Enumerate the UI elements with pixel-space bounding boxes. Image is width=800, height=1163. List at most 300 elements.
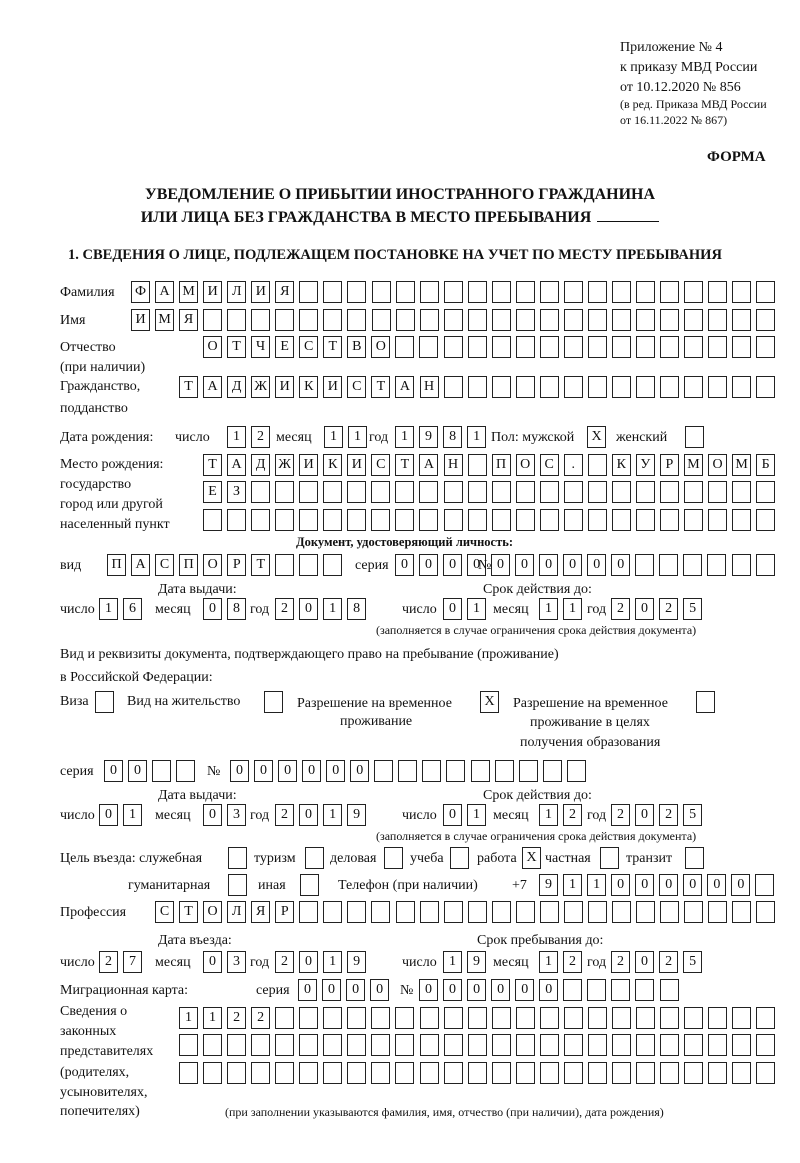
stay-issue-year-cell[interactable]: 1	[323, 804, 342, 826]
name-cell[interactable]: И	[131, 309, 150, 331]
birthplace-1-cell[interactable]: Б	[756, 454, 775, 476]
birthplace-1-cell[interactable]: С	[540, 454, 559, 476]
reps-1-cell[interactable]	[347, 1007, 366, 1029]
reps-3-cell[interactable]	[756, 1062, 775, 1084]
stay-issue-day-cell[interactable]: 0	[99, 804, 118, 826]
citizenship-cell[interactable]	[684, 376, 703, 398]
profession-cell[interactable]: Я	[251, 901, 270, 923]
phone-cell[interactable]: 1	[563, 874, 582, 896]
id-number-cell[interactable]: 0	[587, 554, 606, 576]
entry-month-cell[interactable]: 3	[227, 951, 246, 973]
reps-2-cell[interactable]	[251, 1034, 270, 1056]
profession-cell[interactable]	[396, 901, 415, 923]
mc-number-cell[interactable]: 0	[419, 979, 438, 1001]
reps-1-cell[interactable]: 2	[251, 1007, 270, 1029]
birthplace-3-cell[interactable]	[732, 509, 751, 531]
profession-cell[interactable]	[756, 901, 775, 923]
id-number-cell[interactable]	[683, 554, 702, 576]
stay-year-cell[interactable]: 2	[659, 951, 678, 973]
phone-cell[interactable]: 0	[683, 874, 702, 896]
phone-cell[interactable]: 9	[539, 874, 558, 896]
citizenship-cell[interactable]	[540, 376, 559, 398]
name-cell[interactable]	[492, 309, 511, 331]
surname-cell[interactable]	[660, 281, 679, 303]
profession-cell[interactable]	[299, 901, 318, 923]
birthplace-2-cell[interactable]	[540, 481, 559, 503]
name-cell[interactable]	[251, 309, 270, 331]
citizenship-cell[interactable]	[732, 376, 751, 398]
p-other-cell[interactable]	[300, 874, 319, 896]
citizenship-cell[interactable]	[564, 376, 583, 398]
birthplace-2-cell[interactable]: З	[227, 481, 246, 503]
birthplace-3-cell[interactable]	[419, 509, 438, 531]
reps-2-cell[interactable]	[323, 1034, 342, 1056]
reps-1-cell[interactable]	[299, 1007, 318, 1029]
stay-valid-year-cell[interactable]: 5	[683, 804, 702, 826]
reps-3-cell[interactable]	[299, 1062, 318, 1084]
birthplace-2-cell[interactable]	[612, 481, 631, 503]
surname-cell[interactable]	[708, 281, 727, 303]
reps-2-cell[interactable]	[395, 1034, 414, 1056]
reps-2-cell[interactable]	[612, 1034, 631, 1056]
reps-1-cell[interactable]	[492, 1007, 511, 1029]
reps-2-cell[interactable]	[275, 1034, 294, 1056]
birthplace-3-cell[interactable]	[203, 509, 222, 531]
reps-2-cell[interactable]	[684, 1034, 703, 1056]
stay-valid-year-cell[interactable]: 2	[611, 804, 630, 826]
id-valid-day-cell[interactable]: 1	[467, 598, 486, 620]
birthplace-1-cell[interactable]: О	[708, 454, 727, 476]
reps-1-cell[interactable]	[612, 1007, 631, 1029]
id-kind-cell[interactable]	[299, 554, 318, 576]
citizenship-cell[interactable]: Д	[227, 376, 246, 398]
reps-1-cell[interactable]: 2	[227, 1007, 246, 1029]
stay-issue-month-cell[interactable]: 3	[227, 804, 246, 826]
stay-number-cell[interactable]	[422, 760, 441, 782]
stay-valid-month-cell[interactable]: 1	[539, 804, 558, 826]
surname-cell[interactable]	[372, 281, 391, 303]
citizenship-cell[interactable]	[468, 376, 487, 398]
id-series-cell[interactable]: 0	[443, 554, 462, 576]
birthplace-3-cell[interactable]	[468, 509, 487, 531]
patronymic-cell[interactable]	[636, 336, 655, 358]
stay-number-cell[interactable]	[398, 760, 417, 782]
citizenship-cell[interactable]: К	[299, 376, 318, 398]
surname-cell[interactable]	[299, 281, 318, 303]
surname-cell[interactable]	[420, 281, 439, 303]
birthplace-1-cell[interactable]: Р	[660, 454, 679, 476]
phone-cell[interactable]: 0	[659, 874, 678, 896]
p-work-cell[interactable]: X	[522, 847, 541, 869]
citizenship-cell[interactable]	[708, 376, 727, 398]
birthplace-3-cell[interactable]	[347, 509, 366, 531]
id-number-cell[interactable]: 0	[515, 554, 534, 576]
reps-1-cell[interactable]: 1	[179, 1007, 198, 1029]
name-cell[interactable]	[323, 309, 342, 331]
birthplace-2-cell[interactable]	[371, 481, 390, 503]
birthplace-1-cell[interactable]: К	[612, 454, 631, 476]
name-cell[interactable]	[588, 309, 607, 331]
stay-number-cell[interactable]: 0	[278, 760, 297, 782]
sex-female-cell[interactable]	[685, 426, 704, 448]
birthplace-2-cell[interactable]	[516, 481, 535, 503]
birthplace-3-cell[interactable]	[251, 509, 270, 531]
phone-cell[interactable]: 0	[731, 874, 750, 896]
id-valid-day-cell[interactable]: 0	[443, 598, 462, 620]
birthplace-1-cell[interactable]: О	[516, 454, 535, 476]
reps-2-cell[interactable]	[540, 1034, 559, 1056]
name-cell[interactable]	[612, 309, 631, 331]
stay-number-cell[interactable]: 0	[326, 760, 345, 782]
p-humanitarian-cell[interactable]	[228, 874, 247, 896]
stay-day-cell[interactable]: 1	[443, 951, 462, 973]
name-cell[interactable]	[708, 309, 727, 331]
surname-cell[interactable]	[612, 281, 631, 303]
stay-issue-year-cell[interactable]: 0	[299, 804, 318, 826]
p-business-cell[interactable]	[384, 847, 403, 869]
id-series-cell[interactable]: 0	[419, 554, 438, 576]
birthplace-2-cell[interactable]	[395, 481, 414, 503]
birthplace-2-cell[interactable]	[251, 481, 270, 503]
profession-cell[interactable]	[636, 901, 655, 923]
birth-day-cell[interactable]: 1	[227, 426, 246, 448]
id-number-cell[interactable]	[659, 554, 678, 576]
birthplace-2-cell[interactable]	[732, 481, 751, 503]
patronymic-cell[interactable]	[756, 336, 775, 358]
reps-2-cell[interactable]	[420, 1034, 439, 1056]
stay-year-cell[interactable]: 0	[635, 951, 654, 973]
stay-number-cell[interactable]	[446, 760, 465, 782]
reps-1-cell[interactable]	[660, 1007, 679, 1029]
stay-valid-month-cell[interactable]: 2	[563, 804, 582, 826]
phone-cell[interactable]: 0	[707, 874, 726, 896]
citizenship-cell[interactable]: С	[347, 376, 366, 398]
p-tourism-cell[interactable]	[305, 847, 324, 869]
profession-cell[interactable]: Р	[275, 901, 294, 923]
citizenship-cell[interactable]: А	[395, 376, 414, 398]
birth-year-cell[interactable]: 9	[419, 426, 438, 448]
patronymic-cell[interactable]: С	[299, 336, 318, 358]
birthplace-3-cell[interactable]	[395, 509, 414, 531]
patronymic-cell[interactable]	[468, 336, 487, 358]
id-number-cell[interactable]	[732, 554, 751, 576]
mc-number-cell[interactable]: 0	[491, 979, 510, 1001]
reps-2-cell[interactable]	[708, 1034, 727, 1056]
citizenship-cell[interactable]	[516, 376, 535, 398]
birthplace-2-cell[interactable]	[684, 481, 703, 503]
profession-cell[interactable]: С	[155, 901, 174, 923]
profession-cell[interactable]	[323, 901, 342, 923]
birthplace-2-cell[interactable]: Е	[203, 481, 222, 503]
temp-res-cell[interactable]: X	[480, 691, 499, 713]
reps-1-cell[interactable]	[684, 1007, 703, 1029]
profession-cell[interactable]	[516, 901, 535, 923]
birthplace-3-cell[interactable]	[612, 509, 631, 531]
id-issue-day-cell[interactable]: 6	[123, 598, 142, 620]
birthplace-2-cell[interactable]	[588, 481, 607, 503]
mc-number-cell[interactable]	[587, 979, 606, 1001]
birthplace-2-cell[interactable]	[636, 481, 655, 503]
entry-year-cell[interactable]: 0	[299, 951, 318, 973]
reps-2-cell[interactable]	[347, 1034, 366, 1056]
patronymic-cell[interactable]	[516, 336, 535, 358]
birthplace-3-cell[interactable]	[227, 509, 246, 531]
profession-cell[interactable]: О	[203, 901, 222, 923]
reps-1-cell[interactable]	[564, 1007, 583, 1029]
citizenship-cell[interactable]	[756, 376, 775, 398]
stay-number-cell[interactable]	[519, 760, 538, 782]
surname-cell[interactable]	[492, 281, 511, 303]
name-cell[interactable]	[756, 309, 775, 331]
profession-cell[interactable]	[564, 901, 583, 923]
birth-month-cell[interactable]: 1	[348, 426, 367, 448]
mc-number-cell[interactable]: 0	[539, 979, 558, 1001]
patronymic-cell[interactable]	[540, 336, 559, 358]
name-cell[interactable]	[564, 309, 583, 331]
reps-1-cell[interactable]	[275, 1007, 294, 1029]
reps-1-cell[interactable]: 1	[203, 1007, 222, 1029]
birthplace-3-cell[interactable]	[540, 509, 559, 531]
birthplace-2-cell[interactable]	[492, 481, 511, 503]
patronymic-cell[interactable]	[492, 336, 511, 358]
birthplace-3-cell[interactable]	[660, 509, 679, 531]
birth-year-cell[interactable]: 1	[395, 426, 414, 448]
id-kind-cell[interactable]: С	[155, 554, 174, 576]
id-number-cell[interactable]: 0	[563, 554, 582, 576]
stay-year-cell[interactable]: 5	[683, 951, 702, 973]
surname-cell[interactable]	[636, 281, 655, 303]
reps-1-cell[interactable]	[636, 1007, 655, 1029]
birthplace-1-cell[interactable]: М	[732, 454, 751, 476]
birthplace-1-cell[interactable]: И	[347, 454, 366, 476]
stay-series-cell[interactable]: 0	[128, 760, 147, 782]
id-issue-month-cell[interactable]: 8	[227, 598, 246, 620]
id-number-cell[interactable]	[756, 554, 775, 576]
reps-3-cell[interactable]	[612, 1062, 631, 1084]
patronymic-cell[interactable]	[395, 336, 414, 358]
reps-2-cell[interactable]	[636, 1034, 655, 1056]
place-blank[interactable]	[597, 207, 659, 222]
birthplace-2-cell[interactable]	[299, 481, 318, 503]
profession-cell[interactable]	[588, 901, 607, 923]
surname-cell[interactable]: Ф	[131, 281, 150, 303]
profession-cell[interactable]	[371, 901, 390, 923]
reps-3-cell[interactable]	[468, 1062, 487, 1084]
citizenship-cell[interactable]	[588, 376, 607, 398]
reps-3-cell[interactable]	[420, 1062, 439, 1084]
id-kind-cell[interactable]	[275, 554, 294, 576]
stay-number-cell[interactable]	[543, 760, 562, 782]
patronymic-cell[interactable]: Е	[275, 336, 294, 358]
id-issue-year-cell[interactable]: 1	[323, 598, 342, 620]
mc-series-cell[interactable]: 0	[298, 979, 317, 1001]
reps-1-cell[interactable]	[395, 1007, 414, 1029]
citizenship-cell[interactable]: Ж	[251, 376, 270, 398]
surname-cell[interactable]	[684, 281, 703, 303]
reps-2-cell[interactable]	[371, 1034, 390, 1056]
id-kind-cell[interactable]: А	[131, 554, 150, 576]
name-cell[interactable]	[684, 309, 703, 331]
stay-series-cell[interactable]	[152, 760, 171, 782]
birthplace-3-cell[interactable]	[708, 509, 727, 531]
stay-number-cell[interactable]	[567, 760, 586, 782]
reps-3-cell[interactable]	[323, 1062, 342, 1084]
birthplace-1-cell[interactable]: Ж	[275, 454, 294, 476]
id-valid-year-cell[interactable]: 5	[683, 598, 702, 620]
reps-3-cell[interactable]	[540, 1062, 559, 1084]
birth-month-cell[interactable]: 1	[324, 426, 343, 448]
birthplace-2-cell[interactable]	[756, 481, 775, 503]
patronymic-cell[interactable]: Т	[227, 336, 246, 358]
reps-2-cell[interactable]	[516, 1034, 535, 1056]
name-cell[interactable]	[299, 309, 318, 331]
p-private-cell[interactable]	[600, 847, 619, 869]
patronymic-cell[interactable]: О	[203, 336, 222, 358]
stay-series-cell[interactable]: 0	[104, 760, 123, 782]
reps-2-cell[interactable]	[564, 1034, 583, 1056]
reps-1-cell[interactable]	[444, 1007, 463, 1029]
birthplace-3-cell[interactable]	[756, 509, 775, 531]
citizenship-cell[interactable]: А	[203, 376, 222, 398]
surname-cell[interactable]	[732, 281, 751, 303]
reps-1-cell[interactable]	[468, 1007, 487, 1029]
name-cell[interactable]	[203, 309, 222, 331]
stay-number-cell[interactable]: 0	[254, 760, 273, 782]
patronymic-cell[interactable]	[612, 336, 631, 358]
reps-2-cell[interactable]	[203, 1034, 222, 1056]
reps-2-cell[interactable]	[492, 1034, 511, 1056]
birthplace-3-cell[interactable]	[492, 509, 511, 531]
reps-1-cell[interactable]	[732, 1007, 751, 1029]
reps-1-cell[interactable]	[756, 1007, 775, 1029]
birthplace-3-cell[interactable]	[323, 509, 342, 531]
surname-cell[interactable]	[444, 281, 463, 303]
birthplace-1-cell[interactable]: А	[227, 454, 246, 476]
birthplace-1-cell[interactable]: П	[492, 454, 511, 476]
birthplace-2-cell[interactable]	[564, 481, 583, 503]
patronymic-cell[interactable]	[684, 336, 703, 358]
profession-cell[interactable]	[347, 901, 366, 923]
birthplace-2-cell[interactable]	[419, 481, 438, 503]
birthplace-1-cell[interactable]: Н	[444, 454, 463, 476]
reps-3-cell[interactable]	[227, 1062, 246, 1084]
id-series-cell[interactable]: 0	[467, 554, 486, 576]
name-cell[interactable]: Я	[179, 309, 198, 331]
reps-2-cell[interactable]	[756, 1034, 775, 1056]
p-service-cell[interactable]	[228, 847, 247, 869]
visa-cell[interactable]	[95, 691, 114, 713]
citizenship-cell[interactable]	[492, 376, 511, 398]
patronymic-cell[interactable]: О	[371, 336, 390, 358]
birthplace-1-cell[interactable]: Т	[203, 454, 222, 476]
reps-2-cell[interactable]	[588, 1034, 607, 1056]
name-cell[interactable]: М	[155, 309, 174, 331]
birthplace-3-cell[interactable]	[371, 509, 390, 531]
name-cell[interactable]	[660, 309, 679, 331]
stay-year-cell[interactable]: 2	[611, 951, 630, 973]
reps-2-cell[interactable]	[227, 1034, 246, 1056]
birthplace-1-cell[interactable]	[588, 454, 607, 476]
stay-valid-day-cell[interactable]: 1	[467, 804, 486, 826]
birth-year-cell[interactable]: 8	[443, 426, 462, 448]
phone-cell[interactable]: 0	[635, 874, 654, 896]
id-valid-month-cell[interactable]: 1	[539, 598, 558, 620]
id-valid-year-cell[interactable]: 2	[611, 598, 630, 620]
name-cell[interactable]	[372, 309, 391, 331]
reps-3-cell[interactable]	[516, 1062, 535, 1084]
patronymic-cell[interactable]: В	[347, 336, 366, 358]
birthplace-3-cell[interactable]	[444, 509, 463, 531]
reps-3-cell[interactable]	[395, 1062, 414, 1084]
stay-number-cell[interactable]	[495, 760, 514, 782]
name-cell[interactable]	[468, 309, 487, 331]
profession-cell[interactable]	[684, 901, 703, 923]
id-valid-year-cell[interactable]: 0	[635, 598, 654, 620]
profession-cell[interactable]	[660, 901, 679, 923]
reps-3-cell[interactable]	[636, 1062, 655, 1084]
surname-cell[interactable]	[468, 281, 487, 303]
mc-number-cell[interactable]	[660, 979, 679, 1001]
reps-3-cell[interactable]	[732, 1062, 751, 1084]
citizenship-cell[interactable]: Т	[371, 376, 390, 398]
surname-cell[interactable]	[347, 281, 366, 303]
entry-year-cell[interactable]: 9	[347, 951, 366, 973]
birthplace-2-cell[interactable]	[468, 481, 487, 503]
stay-month-cell[interactable]: 1	[539, 951, 558, 973]
stay-issue-year-cell[interactable]: 9	[347, 804, 366, 826]
birthplace-2-cell[interactable]	[444, 481, 463, 503]
stay-valid-year-cell[interactable]: 2	[659, 804, 678, 826]
mc-number-cell[interactable]	[563, 979, 582, 1001]
citizenship-cell[interactable]: И	[275, 376, 294, 398]
reps-3-cell[interactable]	[564, 1062, 583, 1084]
profession-cell[interactable]	[492, 901, 511, 923]
reps-1-cell[interactable]	[371, 1007, 390, 1029]
reps-2-cell[interactable]	[732, 1034, 751, 1056]
profession-cell[interactable]	[612, 901, 631, 923]
name-cell[interactable]	[396, 309, 415, 331]
stay-series-cell[interactable]	[176, 760, 195, 782]
entry-year-cell[interactable]: 1	[323, 951, 342, 973]
reps-3-cell[interactable]	[203, 1062, 222, 1084]
id-issue-year-cell[interactable]: 2	[275, 598, 294, 620]
reps-1-cell[interactable]	[516, 1007, 535, 1029]
citizenship-cell[interactable]: Т	[179, 376, 198, 398]
citizenship-cell[interactable]: И	[323, 376, 342, 398]
reps-1-cell[interactable]	[540, 1007, 559, 1029]
birthplace-1-cell[interactable]: К	[323, 454, 342, 476]
phone-cell[interactable]: 1	[587, 874, 606, 896]
mc-number-cell[interactable]: 0	[443, 979, 462, 1001]
profession-cell[interactable]	[444, 901, 463, 923]
id-kind-cell[interactable]: О	[203, 554, 222, 576]
reps-2-cell[interactable]	[660, 1034, 679, 1056]
profession-cell[interactable]	[420, 901, 439, 923]
patronymic-cell[interactable]	[588, 336, 607, 358]
id-number-cell[interactable]: 0	[539, 554, 558, 576]
reps-3-cell[interactable]	[588, 1062, 607, 1084]
reps-1-cell[interactable]	[708, 1007, 727, 1029]
reps-1-cell[interactable]	[323, 1007, 342, 1029]
reps-3-cell[interactable]	[347, 1062, 366, 1084]
name-cell[interactable]	[636, 309, 655, 331]
birthplace-1-cell[interactable]: С	[371, 454, 390, 476]
id-number-cell[interactable]	[635, 554, 654, 576]
birth-day-cell[interactable]: 2	[251, 426, 270, 448]
reps-3-cell[interactable]	[251, 1062, 270, 1084]
id-kind-cell[interactable]: П	[179, 554, 198, 576]
id-number-cell[interactable]	[707, 554, 726, 576]
